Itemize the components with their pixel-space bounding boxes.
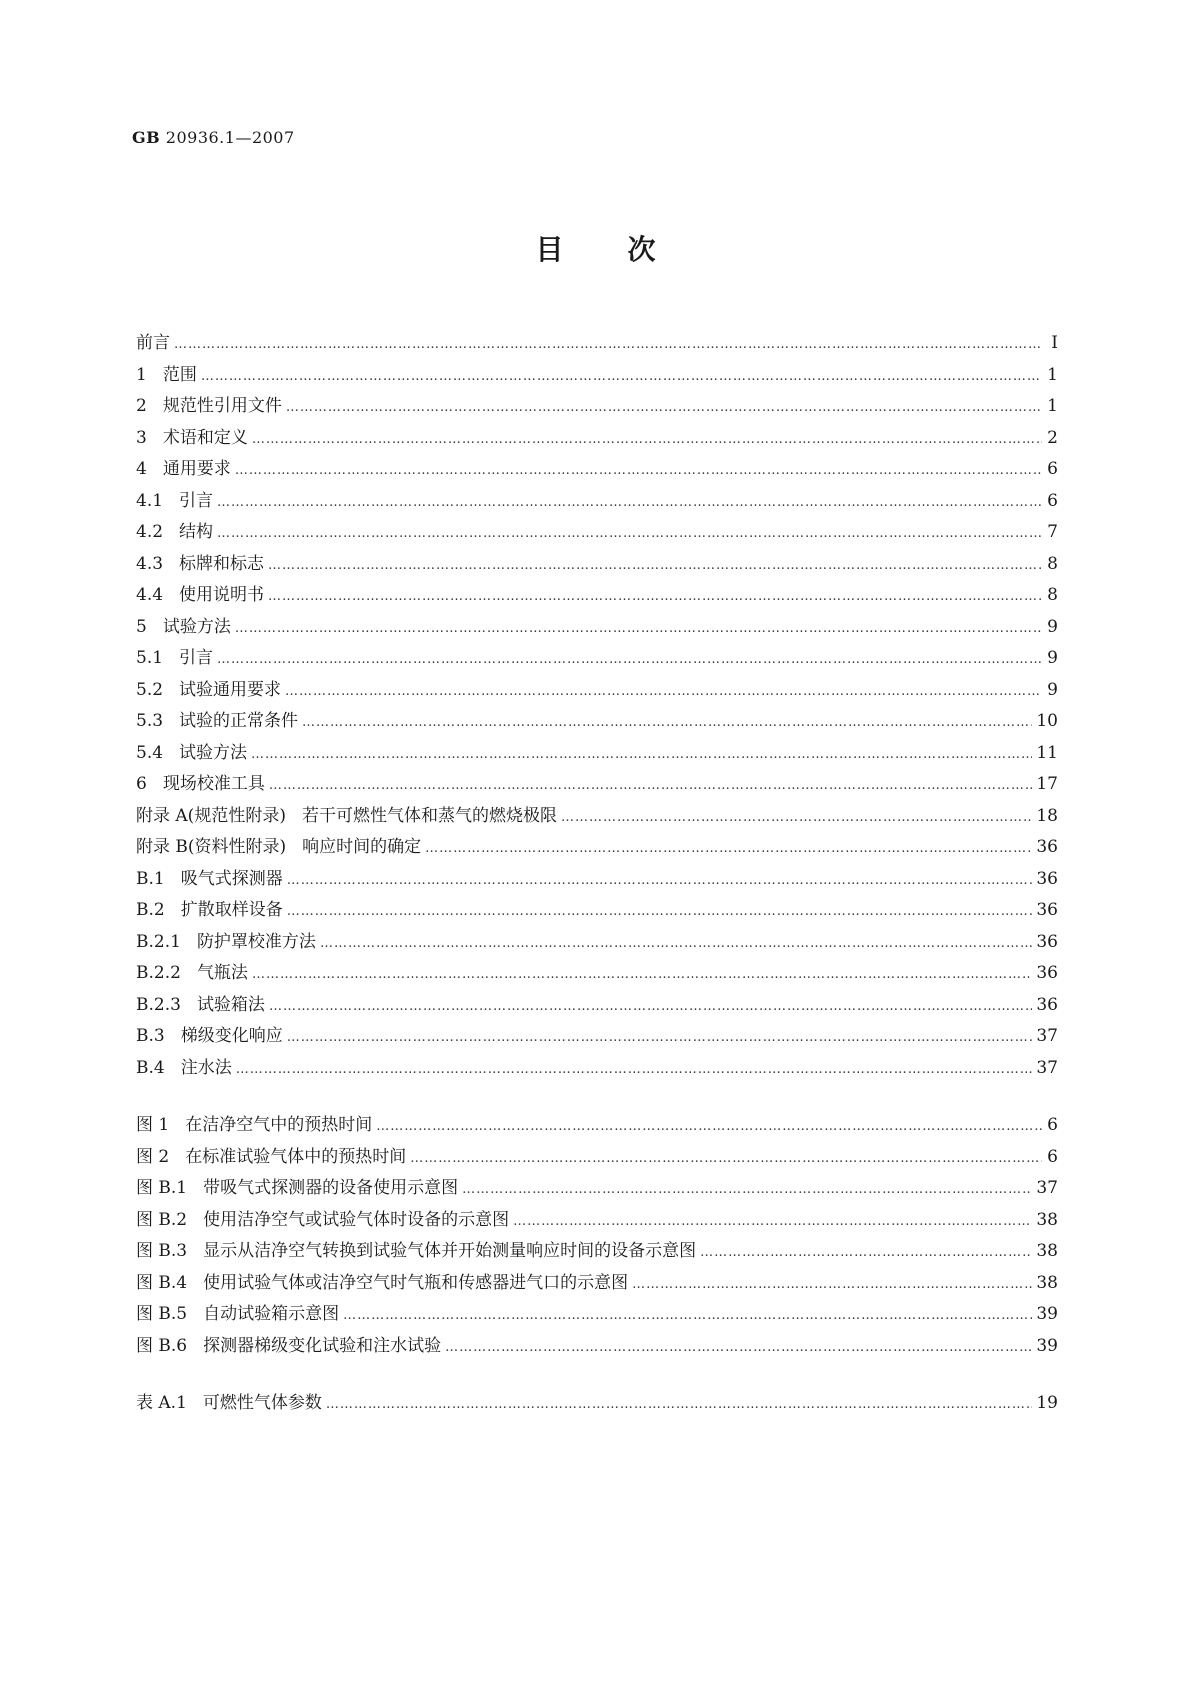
dot-leader: [201, 369, 1042, 384]
figures-entry-number: 图 B.2: [136, 1209, 188, 1230]
toc-entry-number: B.2: [136, 900, 165, 920]
toc-entry-title: 气瓶法: [196, 963, 248, 983]
figures-entry-title: 在标准试验气体中的预热时间: [185, 1146, 407, 1167]
dot-leader: [174, 337, 1042, 352]
toc-entry-title: 试验方法: [162, 616, 231, 637]
toc-entry-number: B.2.2: [136, 963, 181, 983]
figures-entry-number: 图 1: [136, 1115, 170, 1135]
toc-entry-page: 36: [1036, 837, 1058, 857]
dot-leader: [462, 1182, 1032, 1197]
tables-entry-page: 19: [1036, 1393, 1058, 1413]
dot-leader: [217, 526, 1042, 541]
toc-entry-page: 18: [1036, 805, 1058, 826]
figures-entry-title: 显示从洁净空气转换到试验气体并开始测量响应时间的设备示意图: [203, 1241, 697, 1261]
toc-entry[interactable]: [136, 643, 1058, 675]
dot-leader: [235, 463, 1042, 478]
dot-leader: [269, 999, 1032, 1014]
dot-leader: [445, 1340, 1032, 1355]
title-char-1: 目: [535, 233, 564, 266]
figures-entry[interactable]: [136, 1142, 1058, 1174]
toc-entry-title: 若干可燃性气体和蒸气的燃烧极限: [301, 805, 557, 826]
dot-leader: [252, 432, 1042, 447]
figures-entry[interactable]: [136, 1268, 1058, 1300]
toc-entry-number: 4.3: [136, 553, 164, 574]
figures-entry-title: 带吸气式探测器的设备使用示意图: [203, 1178, 459, 1198]
figures-entry-page: 38: [1036, 1241, 1058, 1261]
figures-entry-number: 图 B.6: [136, 1335, 188, 1356]
dot-leader: [343, 1308, 1032, 1323]
toc-entry-page: 9: [1047, 648, 1058, 668]
toc-entry-page: 36: [1036, 994, 1058, 1015]
dot-leader: [410, 1151, 1042, 1166]
dot-leader: [235, 621, 1042, 636]
figures-entry-page: 6: [1047, 1115, 1058, 1135]
figures-entry-page: 6: [1047, 1146, 1058, 1167]
toc-entry-number: 2: [136, 396, 147, 416]
dot-leader: [376, 1119, 1042, 1134]
section-gap: [136, 1084, 1058, 1110]
title-char-2: 次: [627, 233, 656, 266]
toc-entry-title: 术语和定义: [162, 427, 248, 448]
toc-entry[interactable]: [136, 328, 1058, 360]
toc-entry-page: 9: [1047, 616, 1058, 637]
tables-entry-number: 表 A.1: [136, 1393, 187, 1413]
toc-entry-page: 37: [1036, 1057, 1058, 1078]
figures-entry-page: 39: [1036, 1304, 1058, 1324]
toc-entry-number: 5.4: [136, 742, 164, 763]
toc-entry-number: 附录 B(资料性附录): [136, 837, 287, 857]
toc-entry[interactable]: [136, 801, 1058, 833]
toc-entry-number: 5.2: [136, 679, 164, 700]
toc-entry-page: 36: [1036, 931, 1058, 952]
dot-leader: [252, 967, 1032, 982]
dot-leader: [326, 1397, 1032, 1412]
toc-entry[interactable]: [136, 738, 1058, 770]
toc-entry-number: 5: [136, 616, 147, 637]
figures-entry[interactable]: [136, 1331, 1058, 1363]
figures-entry[interactable]: [136, 1299, 1058, 1331]
toc-entry-number: 附录 A(规范性附录): [136, 805, 286, 826]
standard-number: 20936.1—2007: [165, 128, 295, 147]
toc-entry[interactable]: [136, 675, 1058, 707]
toc-entry-page: 36: [1036, 900, 1058, 920]
toc-entry-title: 试验的正常条件: [179, 711, 299, 731]
dot-leader: [632, 1277, 1032, 1292]
toc-entry[interactable]: [136, 580, 1058, 612]
dot-leader: [286, 400, 1042, 415]
toc-entry-title: 规范性引用文件: [162, 396, 282, 416]
dot-leader: [287, 873, 1033, 888]
toc-entry-title: 标牌和标志: [179, 553, 265, 574]
dot-leader: [700, 1245, 1032, 1260]
toc-entry-title: 通用要求: [162, 459, 231, 479]
toc-entry[interactable]: [136, 1021, 1058, 1053]
toc-entry-number: 3: [136, 427, 147, 448]
dot-leader: [217, 652, 1042, 667]
toc-entry[interactable]: [136, 423, 1058, 455]
toc-entry-number: 4.2: [136, 522, 164, 542]
toc-entry-page: 6: [1047, 459, 1058, 479]
toc-entry-title: 引言: [179, 490, 214, 511]
toc-entry-number: 5.3: [136, 711, 164, 731]
toc-entry[interactable]: [136, 1053, 1058, 1085]
toc-entry-number: 4.4: [136, 585, 164, 605]
toc-entry[interactable]: [136, 864, 1058, 896]
toc-entry-title: 试验箱法: [196, 994, 265, 1015]
toc-entry-title: 梯级变化响应: [180, 1026, 283, 1046]
toc-entry-page: 37: [1036, 1026, 1058, 1046]
toc-entry-page: 8: [1047, 553, 1058, 574]
toc-entry[interactable]: [136, 958, 1058, 990]
toc-entry-number: B.2.3: [136, 994, 181, 1015]
toc-entry-title: 试验通用要求: [179, 679, 282, 700]
toc-entry[interactable]: [136, 360, 1058, 392]
standard-prefix: GB: [132, 128, 161, 147]
dot-leader: [302, 715, 1032, 730]
toc-entry-page: 11: [1036, 742, 1058, 763]
figures-entry[interactable]: [136, 1110, 1058, 1142]
toc-entry-number: 4: [136, 459, 147, 479]
toc-entry-number: B.1: [136, 868, 165, 889]
dot-leader: [425, 841, 1032, 856]
figures-entry[interactable]: [136, 1236, 1058, 1268]
figures-entry-number: 图 B.4: [136, 1272, 188, 1293]
toc-entry-number: 6: [136, 774, 147, 794]
toc-entry[interactable]: [136, 391, 1058, 423]
toc-entry-page: 2: [1047, 427, 1058, 448]
toc-entry[interactable]: [136, 454, 1058, 486]
dot-leader: [268, 558, 1042, 573]
toc-entry-title: 防护罩校准方法: [196, 931, 316, 952]
toc-entry-title: 吸气式探测器: [180, 868, 283, 889]
figures-entry-title: 探测器梯级变化试验和注水试验: [203, 1335, 442, 1356]
toc-entry[interactable]: [136, 895, 1058, 927]
figures-entry-title: 自动试验箱示意图: [203, 1304, 340, 1324]
tables-entry[interactable]: [136, 1388, 1058, 1420]
toc-entry[interactable]: [136, 769, 1058, 801]
dot-leader: [513, 1214, 1032, 1229]
dot-leader: [561, 810, 1032, 825]
figures-entry-title: 在洁净空气中的预热时间: [185, 1115, 373, 1135]
toc-entry-number: B.3: [136, 1026, 165, 1046]
dot-leader: [269, 778, 1033, 793]
dot-leader: [217, 495, 1042, 510]
toc-entry[interactable]: [136, 706, 1058, 738]
toc-entry-number: B.2.1: [136, 931, 181, 952]
dot-leader: [251, 747, 1032, 762]
figures-entry-number: 图 B.5: [136, 1304, 188, 1324]
page-title: [0, 228, 1191, 268]
toc-entry-title: 现场校准工具: [162, 774, 265, 794]
toc-entry[interactable]: [136, 612, 1058, 644]
toc-entry[interactable]: [136, 927, 1058, 959]
toc-entry-title: 范围: [162, 364, 197, 385]
toc-entry-page: 17: [1036, 774, 1058, 794]
figures-entry-page: 39: [1036, 1335, 1058, 1356]
figures-entry-title: 使用试验气体或洁净空气时气瓶和传感器进气口的示意图: [203, 1272, 629, 1293]
toc-entry[interactable]: [136, 517, 1058, 549]
figures-entry-number: 图 B.1: [136, 1178, 188, 1198]
figures-entry-number: 图 2: [136, 1146, 170, 1167]
dot-leader: [287, 904, 1033, 919]
toc-entry-page: I: [1051, 333, 1058, 353]
dot-leader: [268, 589, 1042, 604]
toc-entry-title: 引言: [179, 648, 214, 668]
dot-leader: [285, 684, 1042, 699]
toc-entry-title: 使用说明书: [179, 585, 265, 605]
toc-entry-page: 7: [1047, 522, 1058, 542]
toc-entry[interactable]: [136, 549, 1058, 581]
toc-entry-title: 注水法: [180, 1057, 232, 1078]
toc-entry-number: 4.1: [136, 490, 164, 511]
toc-entry-page: 8: [1047, 585, 1058, 605]
toc-entry-number: B.4: [136, 1057, 165, 1078]
toc-entry-title: 扩散取样设备: [180, 900, 283, 920]
toc-entry-title: 试验方法: [179, 742, 248, 763]
toc-entry-title: 前言: [136, 333, 170, 353]
dot-leader: [287, 1030, 1033, 1045]
dot-leader: [320, 936, 1032, 951]
figures-entry-page: 37: [1036, 1178, 1058, 1198]
toc-entry-page: 36: [1036, 963, 1058, 983]
figures-entry-page: 38: [1036, 1272, 1058, 1293]
section-gap: [136, 1362, 1058, 1388]
toc-entry-number: 5.1: [136, 648, 164, 668]
toc-entry-page: 10: [1036, 711, 1058, 731]
figures-entry-page: 38: [1036, 1209, 1058, 1230]
dot-leader: [236, 1062, 1033, 1077]
figures-entry-number: 图 B.3: [136, 1241, 188, 1261]
toc-entry-page: 6: [1047, 490, 1058, 511]
toc-entry-page: 1: [1047, 364, 1058, 385]
tables-entry-title: 可燃性气体参数: [202, 1393, 322, 1413]
toc-entry-page: 9: [1047, 679, 1058, 700]
toc-entry-page: 36: [1036, 868, 1058, 889]
figures-entry[interactable]: [136, 1173, 1058, 1205]
toc-entry[interactable]: [136, 990, 1058, 1022]
toc-entry[interactable]: [136, 486, 1058, 518]
table-of-contents: [136, 328, 1058, 1420]
figures-entry[interactable]: [136, 1205, 1058, 1237]
toc-entry-number: 1: [136, 364, 147, 385]
standard-identifier: [132, 128, 295, 147]
toc-entry-title: 响应时间的确定: [302, 837, 422, 857]
toc-entry-page: 1: [1047, 396, 1058, 416]
toc-entry[interactable]: [136, 832, 1058, 864]
figures-entry-title: 使用洁净空气或试验气体时设备的示意图: [203, 1209, 510, 1230]
toc-entry-title: 结构: [179, 522, 214, 542]
